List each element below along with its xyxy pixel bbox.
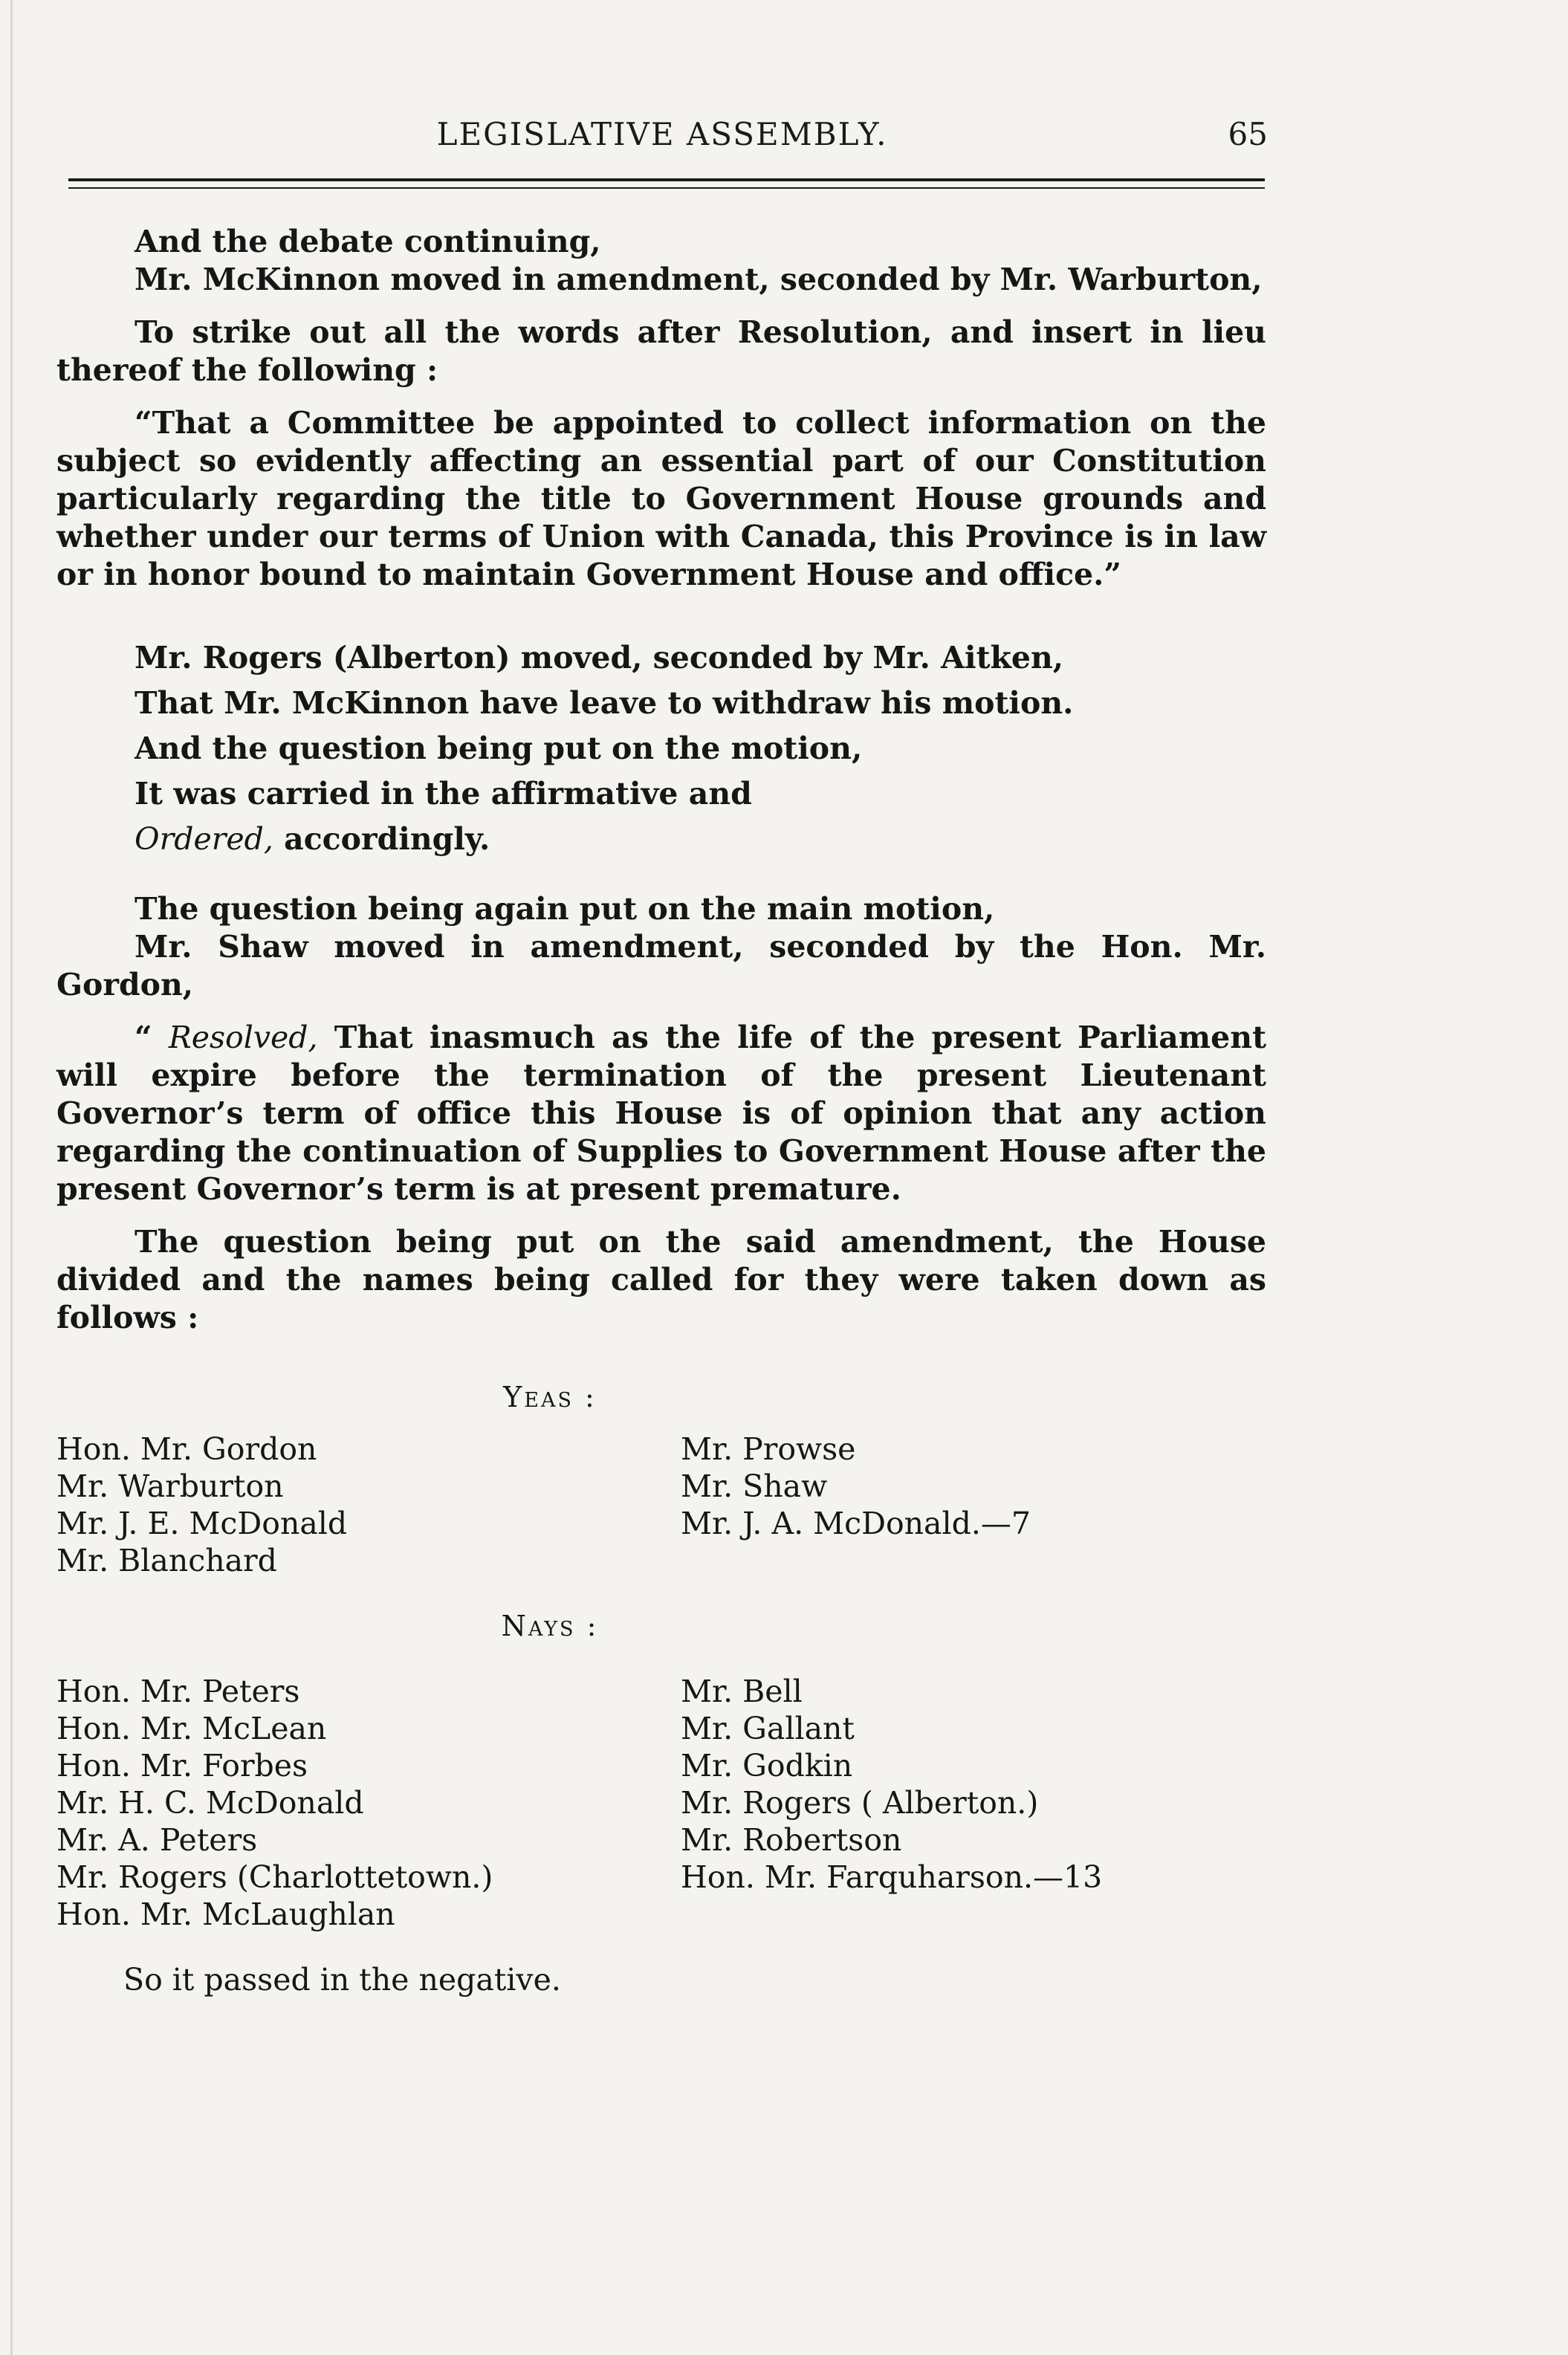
nays-heading: Nays : bbox=[501, 1610, 599, 1642]
conclusion-text: So it passed in the negative. bbox=[123, 1962, 561, 1998]
nay-name: Hon. Mr. Farquharson.—13 bbox=[681, 1859, 1103, 1895]
nays-left-column bbox=[56, 1673, 681, 1933]
yeas-left-column bbox=[56, 1431, 681, 1579]
header-rule-thick bbox=[68, 178, 1265, 181]
nay-name: Mr. Rogers ( Alberton.) bbox=[681, 1785, 1039, 1821]
page-header bbox=[56, 110, 1268, 159]
resolved-italic: Resolved, bbox=[168, 1020, 318, 1055]
paragraph-main-motion: The question being again put on the main motion, bbox=[135, 891, 995, 927]
paragraph-rogers-moved: Mr. Rogers (Alberton) moved, seconded by Mr. Aitken, bbox=[135, 640, 1064, 676]
yea-name: Mr. J. E. McDonald bbox=[56, 1506, 348, 1541]
paragraph-mckinnon-amendment: Mr. McKinnon moved in amendment, seconded by Mr. Warburton, bbox=[135, 262, 1263, 297]
yea-name: Hon. Mr. Gordon bbox=[56, 1431, 317, 1467]
paragraph-leave-withdraw: That Mr. McKinnon have leave to withdraw his motion. bbox=[135, 685, 1074, 721]
paragraph-carried-affirmative: It was carried in the affirmative and bbox=[135, 776, 752, 812]
nay-name: Hon. Mr. McLaughlan bbox=[56, 1896, 395, 1932]
yea-name: Mr. J. A. McDonald.—7 bbox=[681, 1506, 1031, 1541]
paragraph-question-put: And the question being put on the motion, bbox=[135, 731, 863, 766]
nays-list bbox=[56, 1673, 1266, 1933]
yeas-right-column bbox=[681, 1431, 1245, 1579]
nay-name: Mr. H. C. McDonald bbox=[56, 1785, 364, 1821]
yea-name: Mr. Blanchard bbox=[56, 1543, 277, 1578]
yea-name: Mr. Shaw bbox=[681, 1468, 828, 1504]
running-title: LEGISLATIVE ASSEMBLY. bbox=[436, 116, 888, 152]
paragraph-strike-out: To strike out all the words after Resolution, and insert in lieu thereof the following : bbox=[56, 314, 1266, 388]
yeas-list bbox=[56, 1431, 1266, 1579]
page-content bbox=[56, 223, 1266, 1999]
nays-right-column bbox=[681, 1673, 1245, 1933]
ordered-rest: accordingly. bbox=[273, 821, 490, 857]
resolved-rest: That inasmuch as the life of the present Parliament will expire before the termination of the present Lieutenant Governor’s term of office this House is of opinion that any action regarding the continuation of Supplies to Government House after the present Governor’s term is at present premature. bbox=[56, 1020, 1267, 1207]
paragraph-ordered bbox=[56, 817, 1266, 862]
nay-name: Hon. Mr. Forbes bbox=[56, 1748, 308, 1784]
nay-name: Mr. Robertson bbox=[681, 1822, 902, 1858]
paragraph-shaw-amendment: Mr. Shaw moved in amendment, seconded by the Hon. Mr. Gordon, bbox=[56, 929, 1266, 1002]
nay-name: Mr. A. Peters bbox=[56, 1822, 258, 1858]
nay-name: Mr. Bell bbox=[681, 1674, 803, 1709]
resolved-open-quote: “ bbox=[135, 1020, 169, 1055]
page-number: 65 bbox=[1228, 116, 1268, 152]
nay-name: Hon. Mr. McLean bbox=[56, 1711, 327, 1746]
nay-name: Mr. Godkin bbox=[681, 1748, 853, 1784]
paragraph-debate-continuing: And the debate continuing, bbox=[135, 224, 601, 259]
header-rule-thin bbox=[68, 187, 1265, 189]
ordered-italic: Ordered, bbox=[135, 821, 273, 857]
paragraph-resolved bbox=[56, 1019, 1266, 1208]
nay-name: Mr. Gallant bbox=[681, 1711, 855, 1746]
paragraph-house-divided: The question being put on the said amendment, the House divided and the names being called for they were taken down as follows : bbox=[56, 1224, 1266, 1335]
page-edge bbox=[10, 0, 13, 2355]
nay-name: Hon. Mr. Peters bbox=[56, 1674, 300, 1709]
yea-name: Mr. Warburton bbox=[56, 1468, 284, 1504]
paragraph-committee-quote: “That a Committee be appointed to collect information on the subject so evidently affecting an essential part of our Constitution particularly regarding the title to Government House grounds and whether under our terms of Union with Canada, this Province is in law or in honor bound to maintain Government House and office.” bbox=[56, 405, 1266, 592]
yeas-heading: Yeas : bbox=[503, 1381, 597, 1413]
nay-name: Mr. Rogers (Charlottetown.) bbox=[56, 1859, 493, 1895]
yea-name: Mr. Prowse bbox=[681, 1431, 856, 1467]
